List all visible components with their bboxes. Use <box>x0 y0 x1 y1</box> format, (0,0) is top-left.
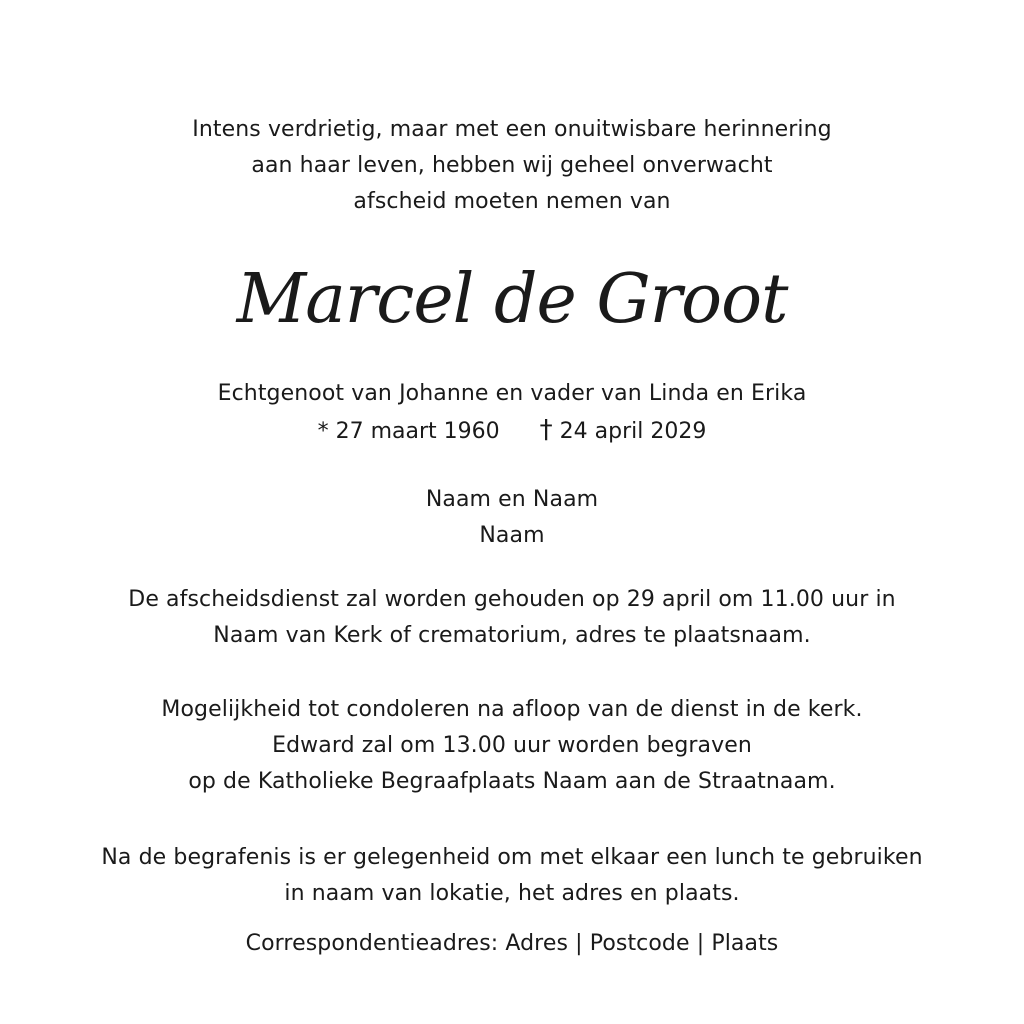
family-line-2: Naam <box>479 523 545 548</box>
deceased-name: Marcel de Groot <box>236 260 788 339</box>
address-line: Correspondentieadres: Adres | Postcode | Plaats <box>245 931 779 956</box>
correspondence-address <box>0 926 1024 962</box>
condolence-line-1: Mogelijkheid tot condoleren na afloop van de dienst in de kerk. <box>161 697 863 722</box>
birth-date: * 27 maart 1960 <box>317 419 500 444</box>
lunch-line-2: in naam van lokatie, het adres en plaats. <box>284 881 740 906</box>
death-date: 24 april 2029 <box>559 419 707 444</box>
intro-line-2: aan haar leven, hebben wij geheel onverwacht <box>251 153 773 178</box>
condolence-line-2: Edward zal om 13.00 uur worden begraven <box>272 733 752 758</box>
intro-line-1: Intens verdrietig, maar met een onuitwisbare herinnering <box>192 117 832 142</box>
family-names <box>0 482 1024 554</box>
cross-icon: † <box>539 415 553 445</box>
condolence-info <box>0 692 1024 800</box>
service-info <box>0 582 1024 654</box>
lunch-line-1: Na de begrafenis is er gelegenheid om met elkaar een lunch te gebruiken <box>101 845 923 870</box>
lunch-info <box>0 840 1024 912</box>
condolence-line-3: op de Katholieke Begraafplaats Naam aan de Straatnaam. <box>188 769 836 794</box>
family-line-1: Naam en Naam <box>425 487 599 512</box>
relation-text <box>0 376 1024 412</box>
intro-text <box>0 112 1024 220</box>
intro-line-3: afscheid moeten nemen van <box>353 189 671 214</box>
relation-line: Echtgenoot van Johanne en vader van Linda en Erika <box>217 381 807 406</box>
service-line-2: Naam van Kerk of crematorium, adres te plaatsnaam. <box>213 623 811 648</box>
life-dates <box>0 412 1024 450</box>
service-line-1: De afscheidsdienst zal worden gehouden op 29 april om 11.00 uur in <box>128 587 896 612</box>
